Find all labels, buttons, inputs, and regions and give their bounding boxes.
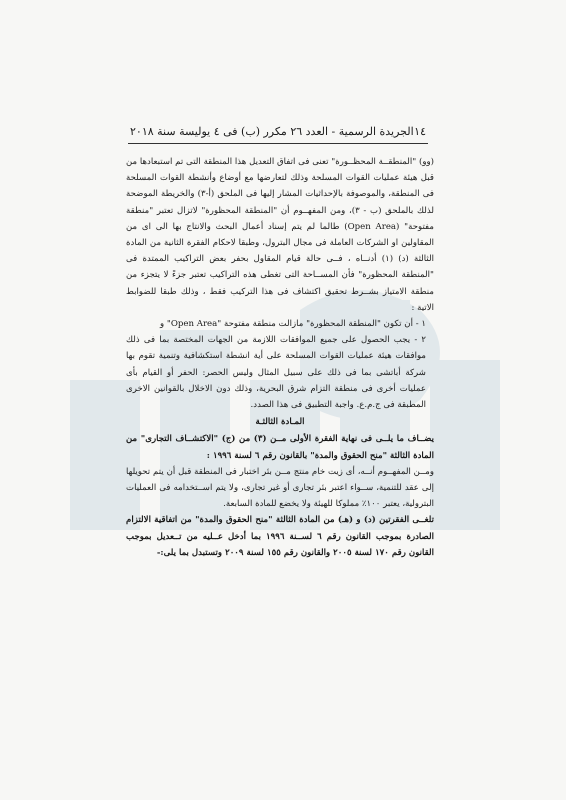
paragraph-restricted-area: (وو) "المنطقــة المحظــورة" تعنى فى اتفاق التعديل هذا المنطقة التى تم استبعادها من قبل هيئة عمليات القوات المسلحة وذلك لتعارضها مع أوضاع وأنشطة القوات المسلحة فى المنطقة، والموصوفة بالإحداثيات المشار إليها فى الملحق (أ-٣) والخريطة الموضحة لذلك بالملحق (ب - ٣)، ومن المفهــوم أن "المنطقة المحظورة" لاتزال تعتبر "منطقة مفتوحة" (Open Area) طالما لم يتم إسناد أعمال البحث والانتاج بها الى اى من المقاولين او الشركات العاملة فى مجال البترول، وطبقا لاحكام الفقرة الثانية من المادة الثالثة (د) (١) أدنــاه ، فــى حالة قيام المقاول بحفر بعض التراكيب الممتدة فى "المنطقة المحظورة" فأن المســاحة التى تغطى هذه التراكيب تعتبر جزءً لا يتجزء من منطقة الامتياز بشــرط تحقيق اكتشاف فى هذا التركيب فقط ، وذلك طبقا للضوابط الاتية :: [126, 157, 435, 313]
page-number: ١٤: [414, 124, 426, 138]
condition-2: ٢ - يجب الحصول على جميع الموافقات اللازمة من الجهات المختصة بما فى ذلك موافقات هيئة عمليات القوات المسلحة على أية انشطة استكشافية وتنمية تقوم بها شركة أباتشى بما فى ذلك على سبيل المثال وليس الحصر: الحفر أو القيام بأى عمليات أخرى فى منطقة التزام شرق البحرية، وذلك دون الاخلال بالقوانين الاخرى المطبقة فى ج.م.ع. واجبة التطبيق فى هذا الصدد.: [126, 335, 426, 411]
header-divider: [128, 143, 428, 144]
issue-line: الجريدة الرسمية - العدد ٢٦ مكرر (ب) فى ٤ يوليسة سنة ٢٠١٨: [130, 124, 414, 138]
article-intro: يضــاف ما يلــى فى نهاية الفقرة الأولى مــن (٣) من (ج) "الاكتشــاف التجارى" من المادة الثالثة "منح الحقوق والمدة" بالقانون رقم ٦ لسنة ١٩٩٦ :: [126, 434, 434, 461]
gazette-header: [130, 122, 426, 140]
article-heading: المـادة الثالثـة: [255, 417, 305, 428]
closing-text: تلغــى الفقرتين (د) و (هـ) من المادة الثالثة "منح الحقوق والمدة" من اتفاقية الالتزام الصادرة بموجب القانون رقم ٦ لســنة ١٩٩٦ بما أدخل عــليه من تــعديل بموجب القانون رقم ١٧٠ لسنة ٢٠٠٥ والقانون رقم ١٥٥ لسنة ٢٠٠٩ وتستبدل بما يلى:-: [126, 515, 435, 558]
article-text: ومــن المفهــوم أنــه، أى زيت خام منتج مــن بئر اختبار فى المنطقة قبل أن يتم تحويلها إلى عقد للتنمية، ســواء اعتبر بئر تجارى أو غير تجارى، ولا يتم اســتخدامه فى العمليات البترولية، يعتبر ١٠٠٪ مملوكا للهيئة ولا يخضع للمادة السابعة.: [126, 466, 434, 510]
condition-1: ١ - أن تكون "المنطقة المحظورة" مازالت منطقة مفتوحة "Open Area" و: [160, 319, 426, 330]
document-body: [126, 154, 434, 561]
